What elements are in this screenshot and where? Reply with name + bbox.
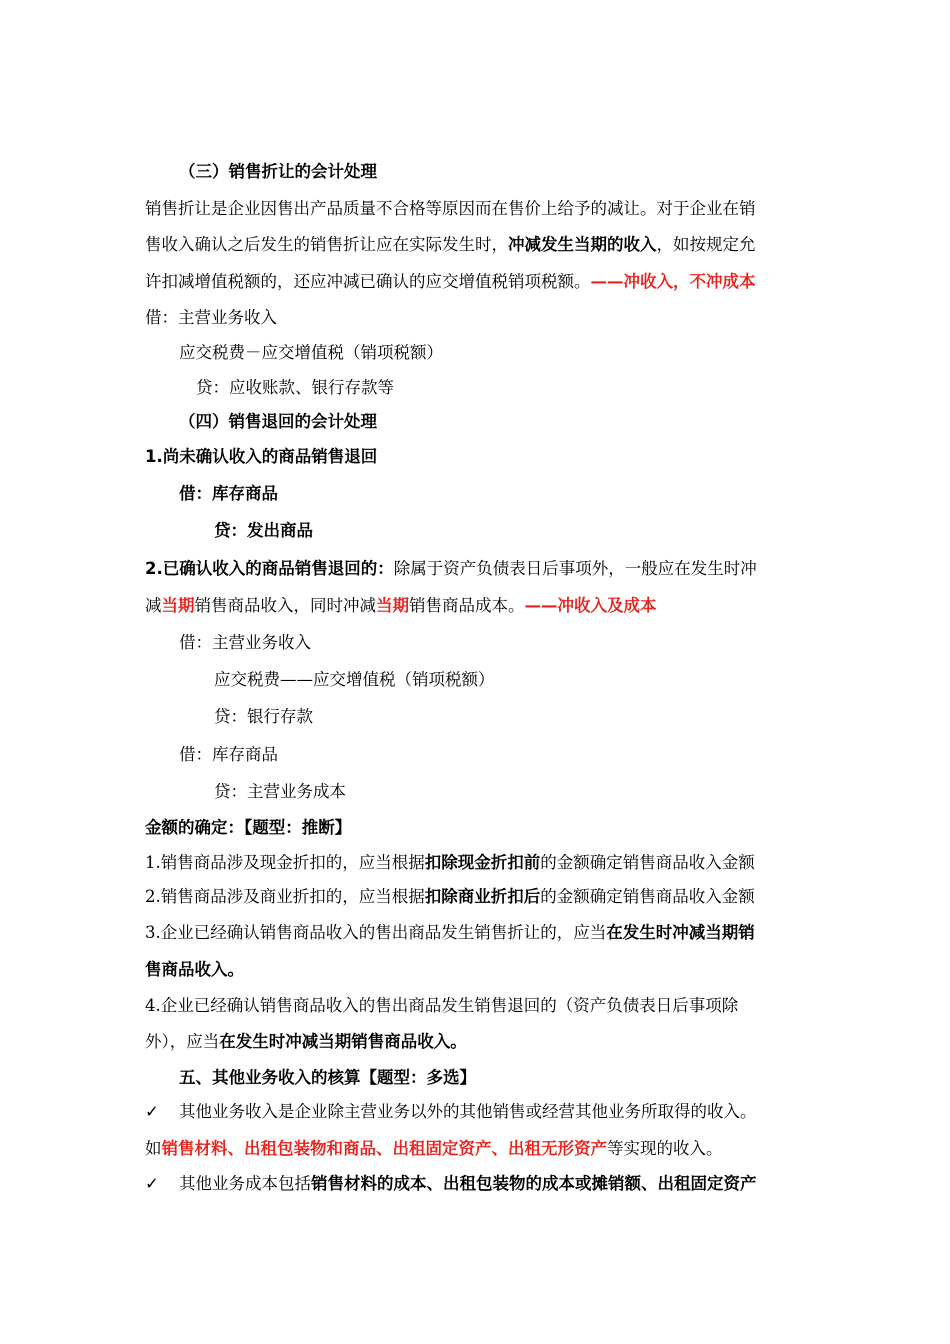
journal-entry-credit: 贷：发出商品 xyxy=(214,521,313,540)
text: 的金额确定销售商品收入金额 xyxy=(540,887,755,906)
section-5-heading: 五、其他业务收入的核算【题型：多选】 xyxy=(179,1068,476,1087)
section-3-heading: （三）销售折让的会计处理 xyxy=(179,162,377,181)
checkmark-icon: ✓ xyxy=(145,1174,159,1193)
paragraph-line xyxy=(145,270,756,294)
red-emphasis: ——冲收入，不冲成本 xyxy=(590,272,756,291)
paragraph-line xyxy=(145,1137,723,1161)
subsection-title: 2.已确认收入的商品销售退回的： xyxy=(145,559,394,578)
emphasis-text: 扣除商业折扣后 xyxy=(424,887,541,906)
text: 外），应当 xyxy=(145,1032,220,1051)
text: 1.销售商品涉及现金折扣的，应当根据 xyxy=(145,853,425,872)
paragraph-line xyxy=(145,233,756,257)
journal-entry-debit: 借：库存商品 xyxy=(179,484,278,503)
section-4-heading: （四）销售退回的会计处理 xyxy=(179,412,377,431)
text: 的金额确定销售商品收入金额 xyxy=(540,853,755,872)
text: ，如按规定允 xyxy=(656,235,756,254)
paragraph-line xyxy=(145,594,657,618)
text: 减 xyxy=(145,596,162,615)
list-item xyxy=(145,921,755,945)
text: 除属于资产负债表日后事项外，一般应在发生时冲 xyxy=(393,559,757,578)
journal-entry-debit-line: 应交税费——应交增值税（销项税额） xyxy=(214,670,495,689)
text: 销售商品成本。 xyxy=(409,596,525,615)
red-emphasis: ——冲收入及成本 xyxy=(524,596,657,615)
text: 等实现的收入。 xyxy=(607,1139,723,1158)
text: 其他业务收入是企业除主营业务以外的其他销售或经营其他业务所取得的收入。 xyxy=(179,1102,757,1121)
journal-entry-debit: 借：库存商品 xyxy=(179,745,278,764)
list-item xyxy=(145,851,755,875)
emphasis-text: 销售材料的成本、出租包装物的成本或摊销额、出租固定资产 xyxy=(311,1174,757,1193)
text: 3.企业已经确认销售商品收入的售出商品发生销售折让的，应当 xyxy=(145,923,607,942)
text: 其他业务成本包括 xyxy=(179,1174,311,1193)
emphasis-text: 在发生时冲减当期销售商品收入。 xyxy=(219,1032,467,1051)
red-emphasis: 当期 xyxy=(376,596,409,615)
list-item: 4.企业已经确认销售商品收入的售出商品发生销售退回的（资产负债表日后事项除 xyxy=(145,996,739,1015)
list-item-continuation xyxy=(145,1030,467,1054)
checklist-item xyxy=(145,1100,757,1124)
journal-entry-credit: 贷：银行存款 xyxy=(214,707,313,726)
subsection-title: 1.尚未确认收入的商品销售退回 xyxy=(145,447,378,466)
emphasis-text: 扣除现金折扣前 xyxy=(424,853,541,872)
journal-entry-debit: 借：主营业务收入 xyxy=(145,308,277,327)
text: 2.销售商品涉及商业折扣的，应当根据 xyxy=(145,887,425,906)
emphasis-text: 在发生时冲减当期销 xyxy=(606,923,755,942)
red-emphasis: 销售材料、出租包装物和商品、出租固定资产、出租无形资产 xyxy=(161,1139,607,1158)
paragraph-line xyxy=(145,557,757,581)
journal-entry-debit: 借：主营业务收入 xyxy=(179,633,311,652)
journal-entry-credit: 贷：应收账款、银行存款等 xyxy=(196,378,394,397)
emphasis-text: 冲减发生当期的收入 xyxy=(508,235,657,254)
text: 销售商品收入，同时冲减 xyxy=(194,596,376,615)
list-item-continuation: 售商品收入。 xyxy=(145,960,244,979)
paragraph-line: 销售折让是企业因售出产品质量不合格等原因而在售价上给予的减让。对于企业在销 xyxy=(145,199,756,218)
text: 许扣减增值税额的，还应冲减已确认的应交增值税销项税额。 xyxy=(145,272,591,291)
red-emphasis: 当期 xyxy=(161,596,195,615)
text: 售收入确认之后发生的销售折让应在实际发生时， xyxy=(145,235,508,254)
journal-entry-debit-line: 应交税费－应交增值税（销项税额） xyxy=(179,343,443,362)
amount-heading: 金额的确定：【题型：推断】 xyxy=(145,818,352,837)
list-item xyxy=(145,885,755,909)
journal-entry-credit: 贷：主营业务成本 xyxy=(214,782,346,801)
checkmark-icon: ✓ xyxy=(145,1102,159,1121)
checklist-item xyxy=(145,1172,757,1196)
text: 如 xyxy=(145,1139,162,1158)
